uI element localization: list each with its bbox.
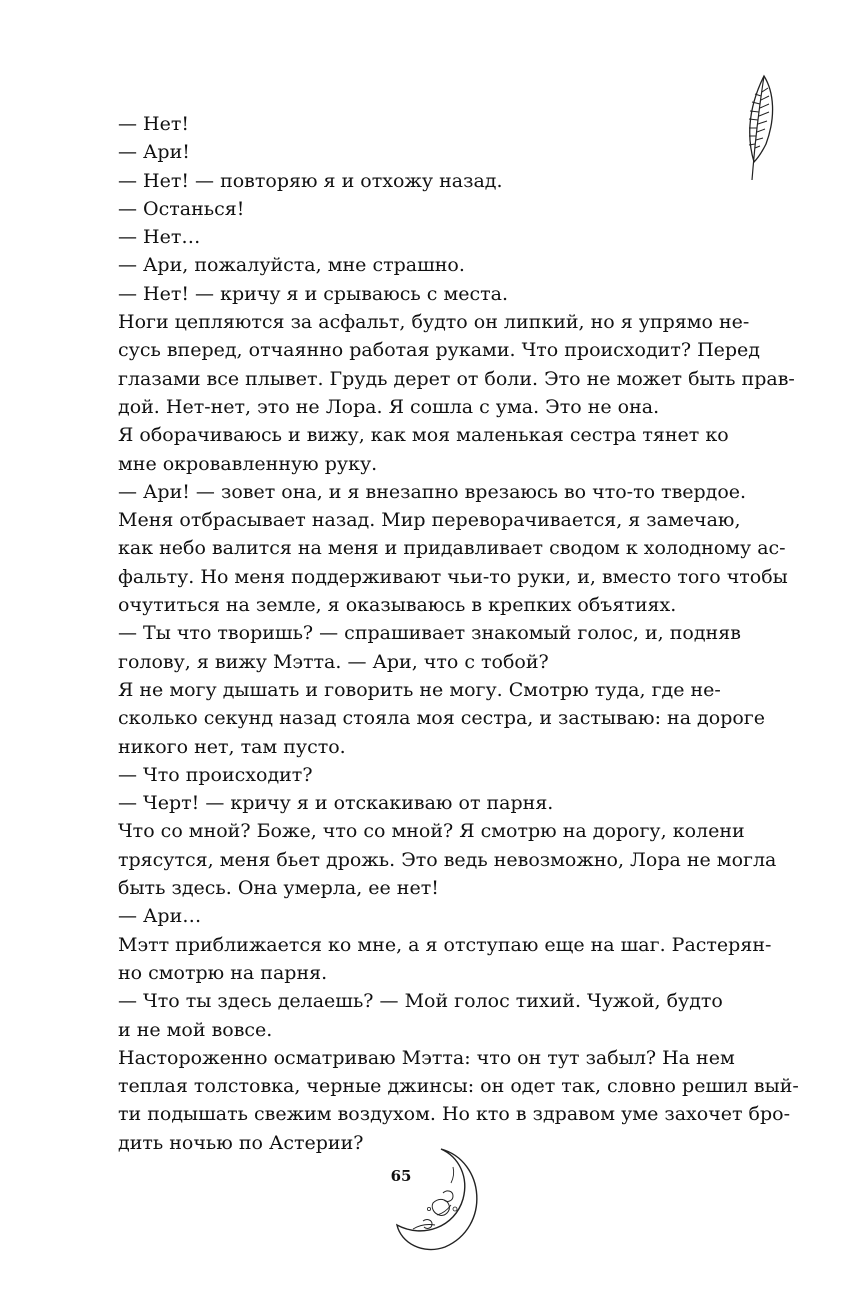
- text-line: дить ночью по Астерии?: [118, 1131, 364, 1154]
- text-line: теплая толстовка, черные джинсы: он одет так, словно решил вый-: [118, 1075, 799, 1098]
- text-line: очутиться на земле, я оказываюсь в крепких объятиях.: [118, 594, 677, 617]
- text-line: голову, я вижу Мэтта. — Ари, что с тобой?: [118, 650, 549, 673]
- text-line: — Что происходит?: [118, 763, 313, 786]
- text-line: — Что ты здесь делаешь? — Мой голос тихий. Чужой, будто: [118, 990, 723, 1013]
- text-line: — Ты что творишь? — спрашивает знакомый голос, и, подняв: [118, 622, 741, 645]
- text-line: — Нет!: [118, 113, 189, 135]
- text-line: — Останься!: [118, 197, 245, 220]
- text-line: Я оборачиваюсь и вижу, как моя маленькая сестра тянет ко: [118, 424, 729, 447]
- text-line: но смотрю на парня.: [118, 961, 328, 984]
- text-line: — Ари!: [118, 141, 190, 164]
- text-line: Меня отбрасывает назад. Мир переворачивается, я замечаю,: [118, 509, 741, 532]
- text-line: как небо валится на меня и придавливает сводом к холодному ас-: [118, 537, 786, 560]
- text-line: сусь вперед, отчаянно работая руками. Что происходит? Перед: [118, 339, 760, 362]
- text-line: — Черт! — кричу я и отскакиваю от парня.: [118, 792, 554, 815]
- text-line: никого нет, там пусто.: [118, 735, 346, 758]
- text-line: — Нет! — кричу я и срываюсь с места.: [118, 282, 509, 305]
- text-line: ти подышать свежим воздухом. Но кто в здравом уме захочет бро-: [118, 1103, 791, 1126]
- text-line: и не мой вовсе.: [118, 1018, 273, 1041]
- feather-icon: [736, 72, 780, 182]
- page-number: 65: [390, 1167, 412, 1185]
- text-line: Я не могу дышать и говорить не могу. Смотрю туда, где не-: [118, 678, 721, 701]
- text-line: — Ари…: [118, 905, 202, 928]
- text-line: трясутся, меня бьет дрожь. Это ведь невозможно, Лора не могла: [118, 848, 777, 871]
- text-line: — Ари! — зовет она, и я внезапно врезаюсь во что-то твердое.: [118, 480, 747, 503]
- text-line: Настороженно осматриваю Мэтта: что он тут забыл? На нем: [118, 1046, 735, 1069]
- text-line: Ноги цепляются за асфальт, будто он липкий, но я упрямо не-: [118, 311, 750, 334]
- text-line: — Нет! — повторяю я и отхожу назад.: [118, 169, 503, 192]
- text-line: глазами все плывет. Грудь дерет от боли. Это не может быть прав-: [118, 367, 795, 390]
- crescent-moon-icon: [393, 1143, 493, 1253]
- text-line: дой. Нет-нет, это не Лора. Я сошла с ума. Это не она.: [118, 395, 660, 418]
- text-line: — Ари, пожалуйста, мне страшно.: [118, 254, 465, 277]
- text-line: Что со мной? Боже, что со мной? Я смотрю на дорогу, колени: [118, 820, 745, 843]
- body-text: [118, 110, 799, 1157]
- text-line: — Нет…: [118, 226, 201, 249]
- text-line: фальту. Но меня поддерживают чьи-то руки, и, вместо того чтобы: [118, 565, 788, 588]
- text-line: сколько секунд назад стояла моя сестра, и застываю: на дороге: [118, 707, 765, 730]
- text-line: мне окровавленную руку.: [118, 452, 378, 475]
- text-line: быть здесь. Она умерла, ее нет!: [118, 877, 439, 900]
- text-line: Мэтт приближается ко мне, а я отступаю еще на шаг. Растерян-: [118, 933, 772, 956]
